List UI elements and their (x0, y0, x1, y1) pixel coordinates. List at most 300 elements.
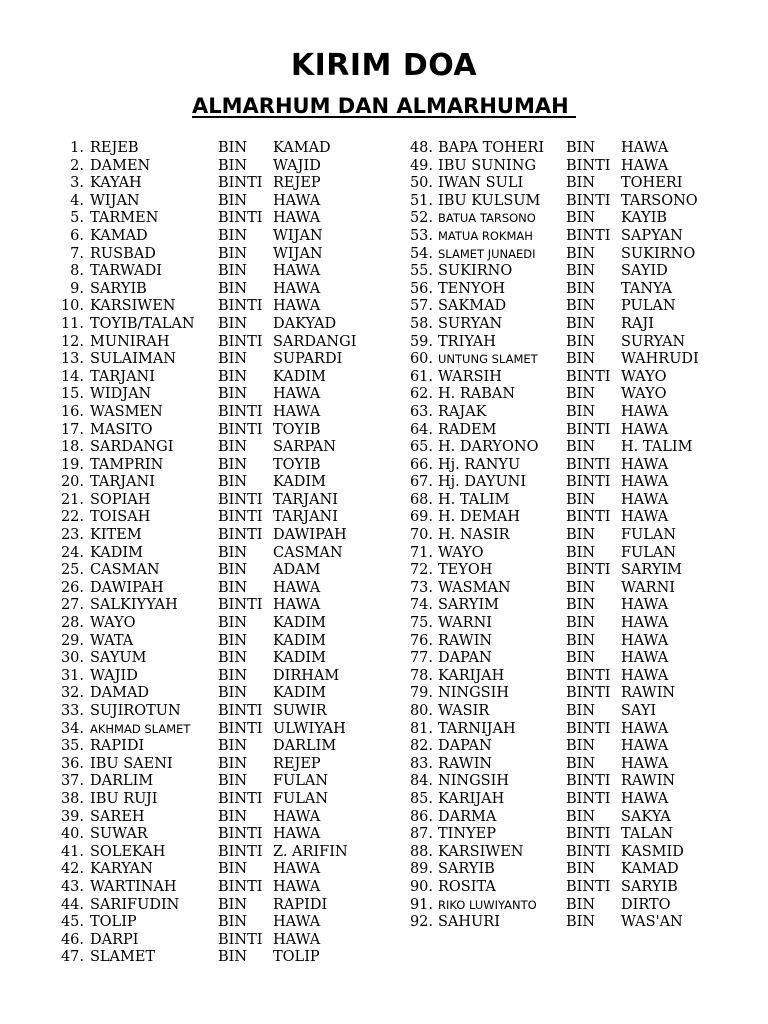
entry-name: SARIFUDIN (90, 896, 180, 913)
list-item (400, 668, 720, 686)
entry-name: TOISAH (90, 509, 151, 526)
entry-relation: BIN (218, 351, 248, 368)
name-list-left-column (50, 140, 372, 967)
entry-relation: BIN (218, 439, 248, 456)
list-item (50, 439, 372, 457)
entry-parent-name: HAWA (621, 615, 669, 632)
entry-number: 5. (70, 210, 84, 227)
entry-name: SARDANGI (90, 439, 174, 456)
list-item (400, 457, 720, 475)
entry-name: SALKIYYAH (90, 597, 178, 614)
entry-number: 66. (409, 456, 433, 473)
entry-name: IBU SAENI (90, 755, 173, 772)
entry-parent-name: HAWA (621, 456, 669, 473)
list-item (50, 809, 372, 827)
list-item (400, 597, 720, 615)
entry-number: 88. (409, 843, 433, 860)
entry-relation: BIN (218, 896, 248, 913)
entry-relation: BIN (218, 667, 248, 684)
entry-parent-name: DAWIPAH (273, 527, 347, 544)
entry-name: H. RABAN (438, 386, 516, 403)
entry-number: 81. (409, 720, 433, 737)
entry-parent-name: WAHRUDI (621, 351, 699, 368)
entry-relation: BINTI (566, 685, 611, 702)
entry-parent-name: HAWA (621, 491, 669, 508)
entry-name: NINGSIH (438, 773, 509, 790)
entry-relation: BIN (566, 439, 596, 456)
entry-parent-name: DIRTO (621, 896, 671, 913)
list-item (50, 633, 372, 651)
entry-number: 63. (409, 403, 433, 420)
list-item (50, 685, 372, 703)
entry-relation: BIN (566, 544, 596, 561)
entry-parent-name: RAWIN (621, 773, 676, 790)
entry-relation: BIN (566, 386, 596, 403)
entry-parent-name: SUWIR (273, 703, 327, 719)
entry-number: 76. (409, 632, 433, 649)
list-item (400, 562, 720, 580)
list-item (50, 914, 372, 932)
entry-name: RIKO LUWIYANTO (438, 897, 537, 912)
entry-parent-name: HAWA (273, 931, 321, 948)
entry-parent-name: ADAM (273, 562, 321, 579)
entry-relation: BINTI (218, 597, 263, 614)
entry-number: 72. (409, 562, 433, 579)
list-item (50, 316, 372, 334)
entry-name: TARMEN (90, 210, 159, 227)
entry-relation: BINTI (218, 878, 263, 895)
entry-parent-name: KADIM (273, 474, 326, 491)
entry-parent-name: ULWIYAH (273, 720, 346, 737)
entry-relation: BIN (218, 773, 248, 790)
entry-number: 86. (409, 808, 433, 825)
entry-relation: BIN (218, 263, 248, 280)
list-item (50, 263, 372, 281)
entry-number: 58. (409, 315, 433, 332)
list-item (50, 474, 372, 492)
page-subtitle-text: ALMARHUM DAN ALMARHUMAH (192, 94, 576, 118)
entry-parent-name: TALAN (621, 826, 674, 843)
entry-name: MATUA ROKMAH (438, 228, 533, 243)
entry-relation: BINTI (218, 931, 263, 948)
entry-number: 11. (60, 315, 84, 332)
list-item (50, 246, 372, 264)
entry-name: RAJAK (438, 403, 487, 420)
entry-name: IBU KULSUM (438, 192, 541, 209)
list-item (50, 650, 372, 668)
entry-relation: BIN (218, 615, 248, 632)
entry-relation: BIN (218, 755, 248, 772)
entry-name: H. NASIR (438, 527, 510, 544)
entry-parent-name: SARDANGI (273, 333, 357, 350)
entry-name: DARPI (90, 931, 139, 948)
entry-parent-name: HAWA (621, 509, 669, 526)
list-item (50, 861, 372, 879)
list-item (400, 756, 720, 774)
entry-name: SUWAR (90, 826, 148, 843)
list-item (400, 351, 720, 369)
list-item (50, 949, 372, 967)
list-item (50, 298, 372, 316)
entry-number: 30. (60, 650, 84, 667)
entry-name: UNTUNG SLAMET (438, 352, 538, 367)
entry-parent-name: KADIM (273, 632, 326, 649)
entry-parent-name: SUPARDI (273, 351, 343, 368)
entry-parent-name: TOLIP (273, 949, 320, 966)
entry-parent-name: HAWA (621, 755, 669, 772)
entry-relation: BINTI (218, 790, 263, 807)
entry-relation: BIN (566, 650, 596, 667)
entry-name: WAYO (438, 544, 484, 561)
entry-number: 29. (60, 632, 84, 649)
entry-name: WASMEN (90, 403, 163, 420)
entry-relation: BINTI (566, 667, 611, 684)
entry-name: SOLEKAH (90, 843, 166, 860)
list-item (400, 334, 720, 352)
entry-name: TOLIP (90, 914, 137, 931)
list-item (50, 562, 372, 580)
list-item (400, 580, 720, 598)
list-item (50, 615, 372, 633)
entry-name: H. TALIM (438, 491, 510, 508)
entry-number: 17. (60, 421, 84, 438)
list-item (400, 509, 720, 527)
entry-number: 34. (60, 720, 84, 737)
entry-relation: BINTI (566, 843, 611, 860)
entry-number: 31. (60, 667, 84, 684)
list-item (400, 492, 720, 510)
entry-name: RUSBAD (90, 245, 156, 262)
entry-number: 23. (60, 527, 84, 544)
entry-parent-name: HAWA (273, 192, 321, 209)
entry-relation: BIN (218, 386, 248, 403)
page-title: KIRIM DOA (290, 48, 478, 83)
list-item (50, 334, 372, 352)
entry-number: 47. (60, 949, 84, 966)
list-item (50, 281, 372, 299)
entry-relation: BINTI (566, 192, 611, 209)
list-item (50, 369, 372, 387)
entry-relation: BINTI (218, 703, 263, 719)
entry-name: AKHMAD SLAMET (90, 721, 191, 736)
entry-number: 46. (60, 931, 84, 948)
entry-parent-name: FULAN (621, 527, 677, 544)
entry-relation: BIN (218, 685, 248, 702)
list-item (400, 246, 720, 264)
list-item (400, 844, 720, 862)
list-item (400, 809, 720, 827)
entry-parent-name: HAWA (273, 210, 321, 227)
entry-number: 25. (60, 562, 84, 579)
entry-number: 51. (409, 192, 433, 209)
page-subtitle (0, 92, 768, 120)
entry-number: 52. (409, 210, 433, 227)
entry-number: 85. (409, 790, 433, 807)
entry-relation: BIN (218, 474, 248, 491)
entry-relation: BIN (566, 403, 596, 420)
entry-relation: BINTI (218, 720, 263, 737)
entry-number: 21. (60, 491, 84, 508)
entry-name: SARYIB (438, 861, 495, 878)
list-item (50, 580, 372, 598)
entry-parent-name: WIJAN (273, 245, 323, 262)
entry-number: 13. (60, 351, 84, 368)
entry-parent-name: HAWA (621, 667, 669, 684)
entry-parent-name: HAWA (273, 878, 321, 895)
list-item (400, 826, 720, 844)
entry-number: 38. (60, 790, 84, 807)
list-item (50, 597, 372, 615)
entry-name: WASIR (438, 703, 490, 719)
entry-parent-name: HAWA (621, 650, 669, 667)
list-item (400, 685, 720, 703)
list-item (400, 439, 720, 457)
entry-parent-name: HAWA (273, 597, 321, 614)
entry-relation: BINTI (566, 562, 611, 579)
entry-name: DAPAN (438, 650, 492, 667)
entry-relation: BINTI (218, 826, 263, 843)
entry-name: TENYOH (438, 280, 506, 297)
entry-parent-name: HAWA (621, 597, 669, 614)
entry-name: SARYIM (438, 597, 500, 614)
name-list-right-column (400, 140, 720, 932)
entry-number: 70. (409, 527, 433, 544)
entry-parent-name: HAWA (621, 421, 669, 438)
entry-relation: BIN (566, 738, 596, 755)
entry-relation: BIN (566, 755, 596, 772)
entry-relation: BINTI (218, 403, 263, 420)
entry-parent-name: SAYID (621, 263, 668, 280)
entry-name: WAJID (90, 667, 138, 684)
entry-relation: BIN (566, 632, 596, 649)
entry-name: TARWADI (90, 263, 162, 280)
entry-name: WARTINAH (90, 878, 177, 895)
entry-parent-name: DAKYAD (273, 315, 337, 332)
entry-parent-name: HAWA (621, 632, 669, 649)
entry-name: TRIYAH (438, 333, 496, 350)
entry-relation: BIN (218, 808, 248, 825)
entry-parent-name: FULAN (273, 773, 329, 790)
entry-parent-name: KASMID (621, 843, 684, 860)
list-item (50, 773, 372, 791)
entry-name: Hj. RANYU (438, 456, 521, 473)
entry-relation: BIN (218, 140, 248, 156)
entry-relation: BIN (566, 861, 596, 878)
entry-relation: BIN (566, 896, 596, 913)
list-item (50, 527, 372, 545)
list-item (50, 404, 372, 422)
list-item (50, 721, 372, 739)
entry-name: KITEM (90, 527, 142, 544)
list-item (400, 527, 720, 545)
entry-name: TARJANI (90, 474, 155, 491)
list-item (400, 281, 720, 299)
entry-number: 68. (409, 491, 433, 508)
entry-parent-name: DARLIM (273, 738, 337, 755)
entry-number: 89. (409, 861, 433, 878)
entry-number: 19. (60, 456, 84, 473)
entry-parent-name: SAYI (621, 703, 657, 719)
entry-number: 1. (70, 140, 84, 156)
entry-number: 2. (70, 157, 84, 174)
list-item (400, 175, 720, 193)
entry-parent-name: TOYIB (273, 456, 321, 473)
entry-name: SLAMET (90, 949, 156, 966)
list-item (400, 422, 720, 440)
entry-relation: BINTI (566, 227, 611, 244)
list-item (50, 351, 372, 369)
list-item (50, 545, 372, 563)
entry-number: 74. (409, 597, 433, 614)
entry-number: 90. (409, 878, 433, 895)
entry-name: SLAMET JUNAEDI (438, 246, 536, 261)
entry-parent-name: SAPYAN (621, 227, 683, 244)
entry-name: SUJIROTUN (90, 703, 181, 719)
entry-number: 8. (70, 263, 84, 280)
entry-name: SAHURI (438, 914, 500, 931)
entry-name: KARSIWEN (90, 298, 176, 315)
list-item (50, 509, 372, 527)
list-item (400, 861, 720, 879)
list-item (400, 210, 720, 228)
list-item (50, 738, 372, 756)
entry-name: KARSIWEN (438, 843, 524, 860)
entry-parent-name: TARSONO (621, 192, 698, 209)
entry-number: 56. (409, 280, 433, 297)
entry-parent-name: HAWA (621, 140, 669, 156)
entry-parent-name: SUKIRNO (621, 245, 696, 262)
entry-number: 82. (409, 738, 433, 755)
entry-number: 36. (60, 755, 84, 772)
entry-parent-name: WAJID (273, 157, 321, 174)
entry-number: 10. (60, 298, 84, 315)
entry-number: 14. (60, 368, 84, 385)
entry-name: WASMAN (438, 579, 511, 596)
entry-number: 49. (409, 157, 433, 174)
entry-name: TAMPRIN (90, 456, 164, 473)
entry-relation: BINTI (218, 175, 263, 192)
list-item (400, 738, 720, 756)
entry-relation: BIN (218, 861, 248, 878)
entry-name: TEYOH (438, 562, 493, 579)
entry-parent-name: SURYAN (621, 333, 686, 350)
entry-relation: BIN (566, 597, 596, 614)
entry-relation: BIN (566, 175, 596, 192)
entry-relation: BIN (218, 245, 248, 262)
list-item (400, 263, 720, 281)
list-item (50, 193, 372, 211)
list-item (50, 844, 372, 862)
entry-relation: BINTI (218, 210, 263, 227)
entry-name: SURYAN (438, 315, 503, 332)
entry-parent-name: SARPAN (273, 439, 336, 456)
entry-parent-name: HAWA (621, 157, 669, 174)
list-item (400, 897, 720, 915)
entry-name: KADIM (90, 544, 143, 561)
entry-number: 7. (70, 245, 84, 262)
list-item (50, 668, 372, 686)
list-item (50, 756, 372, 774)
entry-parent-name: HAWA (273, 403, 321, 420)
list-item (400, 615, 720, 633)
list-item (400, 474, 720, 492)
entry-relation: BIN (566, 808, 596, 825)
entry-relation: BINTI (218, 491, 263, 508)
entry-name: TARJANI (90, 368, 155, 385)
entry-relation: BINTI (566, 368, 611, 385)
entry-name: IBU SUNING (438, 157, 537, 174)
entry-name: RAPIDI (90, 738, 145, 755)
entry-name: WARSIH (438, 368, 502, 385)
entry-number: 22. (60, 509, 84, 526)
entry-number: 27. (60, 597, 84, 614)
entry-parent-name: PULAN (621, 298, 676, 315)
entry-parent-name: HAWA (273, 808, 321, 825)
entry-name: TINYEP (438, 826, 496, 843)
entry-parent-name: KADIM (273, 615, 326, 632)
entry-number: 75. (409, 615, 433, 632)
entry-name: DARMA (438, 808, 497, 825)
entry-relation: BIN (566, 333, 596, 350)
list-item (50, 228, 372, 246)
list-item (400, 298, 720, 316)
entry-name: NINGSIH (438, 685, 509, 702)
entry-name: H. DARYONO (438, 439, 539, 456)
entry-relation: BIN (218, 544, 248, 561)
entry-number: 9. (70, 280, 84, 297)
entry-name: KARIJAH (438, 790, 505, 807)
entry-relation: BIN (218, 315, 248, 332)
list-item (50, 158, 372, 176)
entry-parent-name: TANYA (621, 280, 672, 297)
list-item (50, 210, 372, 228)
entry-relation: BIN (218, 456, 248, 473)
entry-number: 69. (409, 509, 433, 526)
entry-name: RAWIN (438, 755, 493, 772)
entry-relation: BINTI (218, 333, 263, 350)
entry-relation: BINTI (566, 474, 611, 491)
entry-name: KAMAD (90, 227, 148, 244)
entry-parent-name: REJEP (273, 755, 321, 772)
list-item (400, 193, 720, 211)
entry-parent-name: HAWA (621, 738, 669, 755)
entry-number: 41. (60, 843, 84, 860)
entry-name: WIDJAN (90, 386, 152, 403)
entry-relation: BIN (566, 615, 596, 632)
entry-parent-name: SARYIM (621, 562, 683, 579)
entry-number: 77. (409, 650, 433, 667)
entry-relation: BIN (218, 738, 248, 755)
list-item (400, 633, 720, 651)
entry-name: DARLIM (90, 773, 154, 790)
entry-name: DAPAN (438, 738, 492, 755)
entry-number: 48. (409, 140, 433, 156)
entry-relation: BIN (218, 562, 248, 579)
entry-parent-name: REJEP (273, 175, 321, 192)
entry-parent-name: DIRHAM (273, 667, 340, 684)
entry-relation: BINTI (566, 509, 611, 526)
entry-name: SULAIMAN (90, 351, 176, 368)
entry-name: SARYIB (90, 280, 147, 297)
entry-number: 91. (409, 896, 433, 913)
entry-name: RADEM (438, 421, 497, 438)
list-item (400, 914, 720, 932)
entry-number: 67. (409, 474, 433, 491)
entry-number: 92. (409, 914, 433, 931)
entry-number: 87. (409, 826, 433, 843)
entry-number: 43. (60, 878, 84, 895)
entry-relation: BINTI (566, 790, 611, 807)
